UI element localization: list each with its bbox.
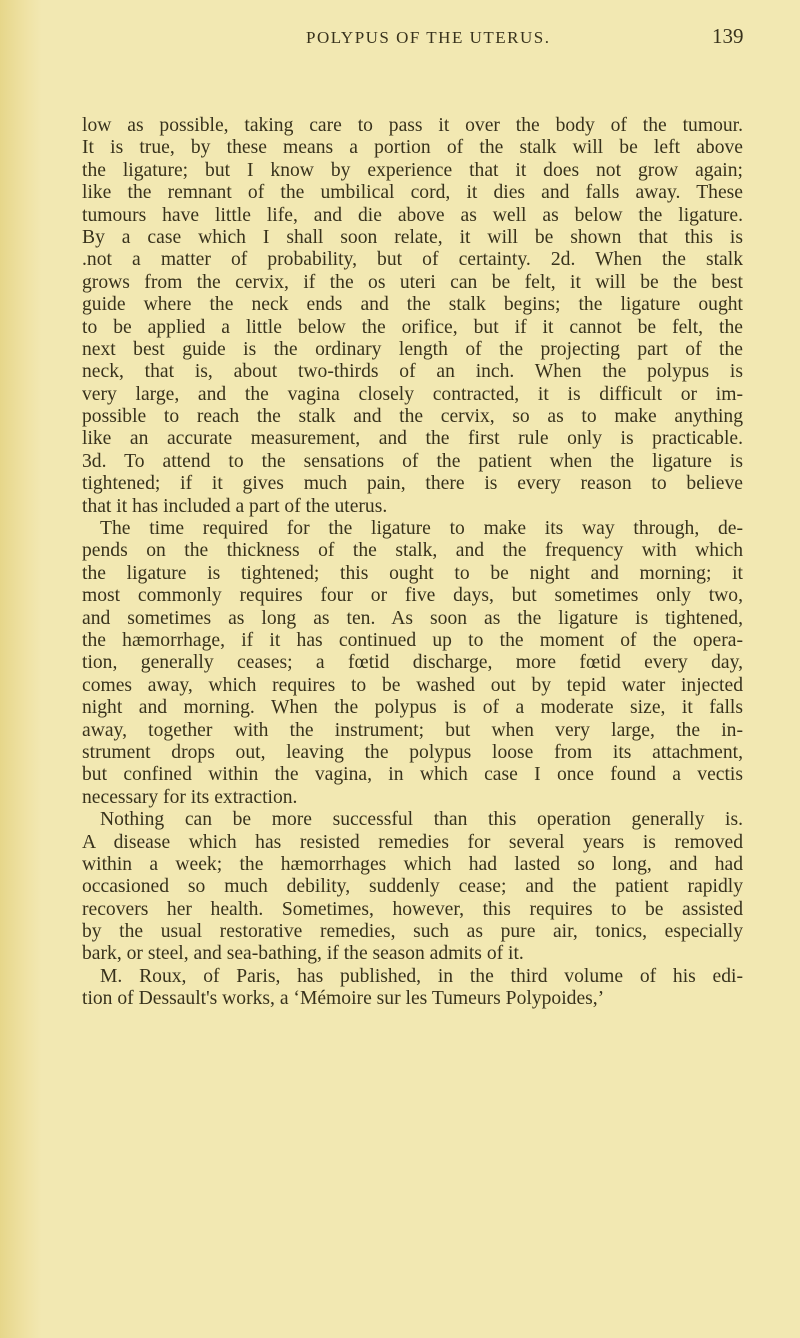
text-line: pends on the thickness of the stalk, and the frequency with which: [82, 540, 743, 562]
text-line: possible to reach the stalk and the cervix, so as to make anything: [82, 406, 743, 428]
text-line: necessary for its extraction.: [82, 786, 298, 808]
text-line: next best guide is the ordinary length of the projecting part of the: [82, 338, 743, 360]
text-line: night and morning. When the polypus is of a moderate size, it falls: [82, 697, 743, 719]
text-line: bark, or steel, and sea-bathing, if the season admits of it.: [82, 943, 524, 965]
text-line: tumours have little life, and die above as well as below the ligature.: [82, 204, 743, 226]
text-line: like an accurate measurement, and the first rule only is practicable.: [82, 428, 743, 450]
text-line: tion, generally ceases; a fœtid discharge, more fœtid every day,: [82, 652, 743, 674]
text-line: A disease which has resisted remedies for several years is removed: [82, 831, 743, 853]
text-line: the ligature; but I know by experience that it does not grow again;: [82, 159, 743, 181]
text-line: Nothing can be more successful than this operation generally is.: [100, 809, 743, 831]
text-line: and sometimes as long as ten. As soon as the ligature is tightened,: [82, 607, 743, 629]
text-line: guide where the neck ends and the stalk begins; the ligature ought: [82, 294, 743, 316]
text-line: It is true, by these means a portion of the stalk will be left above: [82, 137, 743, 159]
text-line: most commonly requires four or five days, but sometimes only two,: [82, 585, 743, 607]
text-line: the hæmorrhage, if it has continued up to the moment of the opera-: [82, 629, 743, 651]
text-line: low as possible, taking care to pass it over the body of the tumour.: [82, 115, 743, 136]
text-line: tightened; if it gives much pain, there is every reason to believe: [82, 473, 743, 495]
page-body-text: [82, 115, 743, 1011]
page-binding-shadow: [0, 0, 42, 1338]
running-title: POLYPUS OF THE UTERUS.: [306, 28, 551, 47]
text-line: tion of Dessault's works, a ‘Mémoire sur les Tumeurs Polypoides,’: [82, 988, 605, 1010]
text-line: M. Roux, of Paris, has published, in the third volume of his edi-: [100, 965, 743, 987]
text-line: strument drops out, leaving the polypus loose from its attachment,: [82, 741, 743, 763]
page-header: [0, 22, 800, 52]
text-line: within a week; the hæmorrhages which had lasted so long, and had: [82, 853, 743, 875]
text-line: occasioned so much debility, suddenly cease; and the patient rapidly: [82, 876, 743, 898]
text-line: recovers her health. Sometimes, however, this requires to be assisted: [82, 898, 743, 920]
text-line: to be applied a little below the orifice, but if it cannot be felt, the: [82, 316, 743, 338]
text-line: but confined within the vagina, in which case I once found a vectis: [82, 764, 743, 786]
text-line: neck, that is, about two-thirds of an inch. When the polypus is: [82, 361, 743, 383]
text-line: that it has included a part of the uterus.: [82, 495, 388, 517]
text-line: comes away, which requires to be washed out by tepid water injected: [82, 674, 743, 696]
text-line: 3d. To attend to the sensations of the patient when the ligature is: [82, 450, 743, 472]
text-line: like the remnant of the umbilical cord, it dies and falls away. These: [82, 182, 743, 204]
text-line: the ligature is tightened; this ought to be night and morning; it: [82, 562, 743, 584]
text-line: .not a matter of probability, but of certainty. 2d. When the stalk: [82, 249, 743, 271]
text-line: grows from the cervix, if the os uteri can be felt, it will be the best: [82, 271, 743, 293]
text-line: The time required for the ligature to make its way through, de-: [100, 518, 743, 540]
text-line: away, together with the instrument; but when very large, the in-: [82, 719, 743, 741]
text-line: very large, and the vagina closely contracted, it is difficult or im-: [82, 383, 743, 405]
text-line: by the usual restorative remedies, such as pure air, tonics, especially: [82, 921, 743, 943]
text-line: By a case which I shall soon relate, it will be shown that this is: [82, 226, 743, 248]
page-number: 139: [712, 24, 744, 48]
